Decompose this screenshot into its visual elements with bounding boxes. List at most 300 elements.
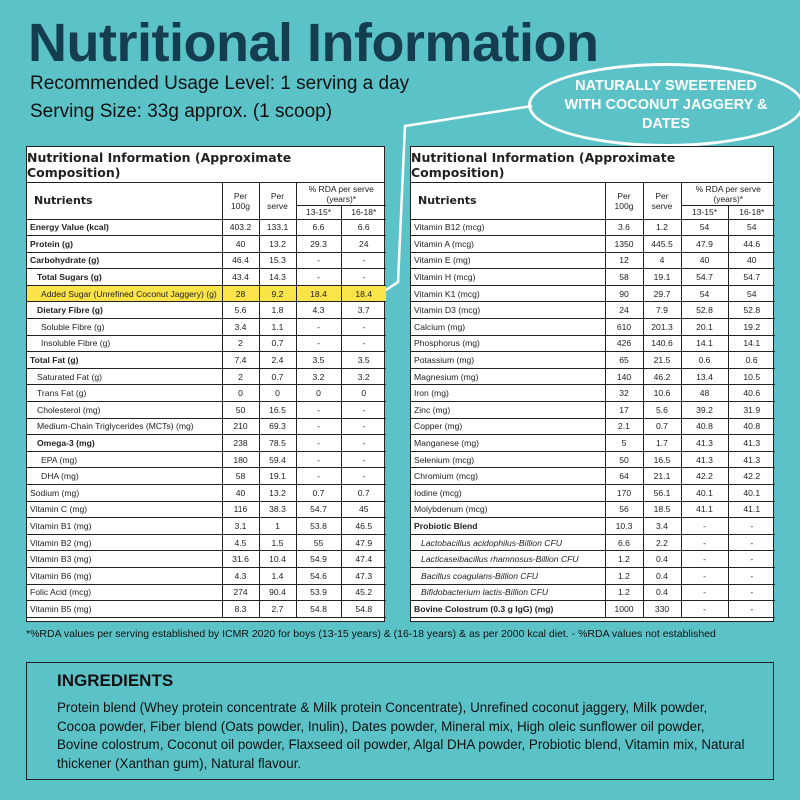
nutrition-table-right [410,146,774,622]
perserve-header: Per serve [643,183,681,219]
rda-16-18-value: 24 [341,236,386,253]
per-serve-value: 445.5 [643,236,681,253]
table-row [411,285,775,302]
nutrient-name: Sodium (mg) [27,485,222,502]
page-title: Nutritional Information [28,13,599,73]
per-serve-value: 78.5 [259,435,296,452]
per-100g-value: 2.1 [605,418,643,435]
age1-header: 13-15* [296,205,341,219]
rda-16-18-value: - [728,584,775,601]
table-row [411,451,775,468]
nutrient-name: Zinc (mg) [411,402,605,419]
per-serve-value: 133.1 [259,219,296,236]
nutrition-table-left [26,146,385,622]
per-serve-value: 2.4 [259,352,296,369]
per-100g-value: 65 [605,352,643,369]
nutrient-name: Bacillus coagulans-Billion CFU [411,567,605,584]
per-serve-value: 1.8 [259,302,296,319]
table-row [27,451,386,468]
per100-header: Per 100g [605,183,643,219]
rda-13-15-value: 54 [681,285,728,302]
rda-16-18-value: 45.2 [341,584,386,601]
age2-header: 16-18* [728,205,775,219]
rda-13-15-value: - [681,518,728,535]
per-serve-value: 13.2 [259,236,296,253]
nutrient-name: Added Sugar (Unrefined Coconut Jaggery) (g) [27,285,222,302]
rda-16-18-value: 54.7 [728,269,775,286]
table-row [27,501,386,518]
table-row [27,302,386,319]
rda-16-18-value: - [728,518,775,535]
nutrient-name: Selenium (mcg) [411,451,605,468]
nutrient-name: Total Sugars (g) [27,269,222,286]
per-serve-value: 1.4 [259,567,296,584]
nutrient-name: EPA (mg) [27,451,222,468]
per-serve-value: 46.2 [643,368,681,385]
table-row [27,402,386,419]
rda-13-15-value: 39.2 [681,402,728,419]
per-100g-value: 7.4 [222,352,259,369]
per-serve-value: 0 [259,385,296,402]
rda-16-18-value: 10.5 [728,368,775,385]
per-100g-value: 64 [605,468,643,485]
per-100g-value: 5 [605,435,643,452]
rda-16-18-value: 52.8 [728,302,775,319]
rda-13-15-value: 14.1 [681,335,728,352]
nutrient-name: Lacticaseibacillus rhamnosus-Billion CFU [411,551,605,568]
rda-13-15-value: 41.3 [681,435,728,452]
per-100g-value: 32 [605,385,643,402]
table-row [411,335,775,352]
nutrient-name: Vitamin D3 (mcg) [411,302,605,319]
per-100g-value: 50 [222,402,259,419]
table-row [411,518,775,535]
rda-13-15-value: 54.9 [296,551,341,568]
table-row [27,385,386,402]
rda-16-18-value: 47.9 [341,534,386,551]
per-100g-value: 5.6 [222,302,259,319]
rda-16-18-value: 54 [728,285,775,302]
rda-16-18-value: - [728,601,775,618]
table-row [27,219,386,236]
table-row [27,435,386,452]
table-row [411,385,775,402]
rda-13-15-value: - [681,551,728,568]
table-row [411,368,775,385]
rda-16-18-value: 31.9 [728,402,775,419]
nutrient-rows-right [411,219,775,617]
rda-16-18-value: 19.2 [728,319,775,336]
table-row [411,551,775,568]
table-row [27,335,386,352]
rda-13-15-value: - [296,335,341,352]
nutrient-name: Vitamin E (mg) [411,252,605,269]
rda-13-15-value: 53.9 [296,584,341,601]
table-row [27,418,386,435]
table-row [411,302,775,319]
rda-16-18-value: 41.1 [728,501,775,518]
rda-13-15-value: 54.7 [681,269,728,286]
rda-header: % RDA per serve (years)* [296,183,386,205]
table-row [27,252,386,269]
ingredients-text: Protein blend (Whey protein concentrate & Milk protein Concentrate), Unrefined coconut jaggery, Milk powder, Cocoa powder, Fiber blend (Oats powder, Inulin), Dates powder, Mineral mix, High oleic sunflower oil powder, Bovine colostrum, Coconut oil powder, Flaxseed oil powder, Algal DHA powder, Probiotic blend, Vitamin mix, Natural thickener (Xanthan gum), Natural flavour. [57,700,745,771]
table-row [411,584,775,601]
per-100g-value: 40 [222,485,259,502]
per-100g-value: 3.1 [222,518,259,535]
per-100g-value: 2 [222,335,259,352]
nutrient-name: Vitamin B3 (mg) [27,551,222,568]
nutrient-name: Insoluble Fibre (g) [27,335,222,352]
rda-16-18-value: 42.2 [728,468,775,485]
table-row [411,601,775,618]
per-serve-value: 1 [259,518,296,535]
table-row [411,567,775,584]
per-100g-value: 43.4 [222,269,259,286]
rda-16-18-value: 18.4 [341,285,386,302]
per-serve-value: 1.2 [643,219,681,236]
rda-16-18-value: 0.7 [341,485,386,502]
nutrient-name: Lactobacillus acidophilus-Billion CFU [411,534,605,551]
rda-16-18-value: 40.8 [728,418,775,435]
per-serve-value: 90.4 [259,584,296,601]
rda-13-15-value: - [296,435,341,452]
usage-level: Recommended Usage Level: 1 serving a day [30,73,410,94]
perserve-header: Per serve [259,183,296,219]
table-row [411,468,775,485]
per-100g-value: 12 [605,252,643,269]
rda-13-15-value: 54.8 [296,601,341,618]
per-100g-value: 1.2 [605,584,643,601]
per-serve-value: 15.3 [259,252,296,269]
table-title: Nutritional Information (Approximate Composition) [27,147,384,183]
nutrient-name: Vitamin B5 (mg) [27,601,222,618]
rda-16-18-value: - [341,468,386,485]
rda-13-15-value: - [296,269,341,286]
rda-13-15-value: 40 [681,252,728,269]
per-serve-value: 201.3 [643,319,681,336]
per-100g-value: 116 [222,501,259,518]
per-serve-value: 0.7 [259,335,296,352]
nutrient-name: Folic Acid (mcg) [27,584,222,601]
per-100g-value: 1.2 [605,567,643,584]
rda-13-15-value: 0 [296,385,341,402]
table-row [27,601,386,618]
nutrient-name: Protein (g) [27,236,222,253]
nutrient-name: DHA (mg) [27,468,222,485]
rda-13-15-value: - [296,418,341,435]
nutrients-header: Nutrients [411,183,605,219]
per100-header: Per 100g [222,183,259,219]
per-serve-value: 0.4 [643,584,681,601]
nutrient-name: Phosphorus (mg) [411,335,605,352]
per-serve-value: 16.5 [259,402,296,419]
per-100g-value: 40 [222,236,259,253]
per-serve-value: 29.7 [643,285,681,302]
nutrient-name: Trans Fat (g) [27,385,222,402]
per-serve-value: 38.3 [259,501,296,518]
rda-16-18-value: 14.1 [728,335,775,352]
table-row [27,518,386,535]
per-serve-value: 2.7 [259,601,296,618]
rda-16-18-value: 47.3 [341,567,386,584]
nutrient-name: Vitamin C (mg) [27,501,222,518]
table-row [27,368,386,385]
sweetener-badge [528,63,800,147]
rda-16-18-value: - [341,435,386,452]
rda-13-15-value: 54 [681,219,728,236]
nutrient-name: Manganese (mg) [411,435,605,452]
rda-13-15-value: - [296,252,341,269]
nutrient-name: Vitamin K1 (mcg) [411,285,605,302]
rda-13-15-value: 6.6 [296,219,341,236]
nutrient-name: Vitamin B12 (mcg) [411,219,605,236]
rda-16-18-value: 40.1 [728,485,775,502]
nutrient-name: Vitamin B2 (mg) [27,534,222,551]
table-row [27,534,386,551]
table-row [411,534,775,551]
nutrient-name: Copper (mg) [411,418,605,435]
rda-13-15-value: 0.6 [681,352,728,369]
per-100g-value: 3.6 [605,219,643,236]
per-serve-value: 330 [643,601,681,618]
rda-13-15-value: - [681,534,728,551]
per-serve-value: 16.5 [643,451,681,468]
per-100g-value: 610 [605,319,643,336]
rda-16-18-value: 3.7 [341,302,386,319]
rda-16-18-value: - [728,534,775,551]
table-row [27,567,386,584]
table-row [411,219,775,236]
per-serve-value: 0.4 [643,567,681,584]
per-100g-value: 1000 [605,601,643,618]
nutrient-name: Vitamin H (mcg) [411,269,605,286]
rda-13-15-value: - [681,601,728,618]
rda-16-18-value: - [341,402,386,419]
nutrient-name: Energy Value (kcal) [27,219,222,236]
nutrient-name: Chromium (mcg) [411,468,605,485]
rda-16-18-value: - [341,319,386,336]
per-100g-value: 4.5 [222,534,259,551]
per-100g-value: 274 [222,584,259,601]
age1-header: 13-15* [681,205,728,219]
table-row [27,551,386,568]
per-serve-value: 10.6 [643,385,681,402]
rda-13-15-value: - [681,567,728,584]
table-row [411,236,775,253]
nutrient-name: Carbohydrate (g) [27,252,222,269]
table-row [411,485,775,502]
table-title: Nutritional Information (Approximate Composition) [411,147,773,183]
nutrient-rows-left [27,219,386,617]
nutrient-name: Cholesterol (mg) [27,402,222,419]
per-serve-value: 59.4 [259,451,296,468]
per-100g-value: 210 [222,418,259,435]
per-serve-value: 19.1 [643,269,681,286]
nutrient-name: Potassium (mg) [411,352,605,369]
table-row [27,269,386,286]
age2-header: 16-18* [341,205,386,219]
per-serve-value: 69.3 [259,418,296,435]
nutrient-name: Dietary Fibre (g) [27,302,222,319]
rda-13-15-value: 20.1 [681,319,728,336]
per-100g-value: 2 [222,368,259,385]
per-100g-value: 170 [605,485,643,502]
table-row [411,402,775,419]
per-serve-value: 18.5 [643,501,681,518]
per-100g-value: 28 [222,285,259,302]
table-row [27,236,386,253]
per-100g-value: 1350 [605,236,643,253]
rda-13-15-value: 40.1 [681,485,728,502]
nutrient-name: Probiotic Blend [411,518,605,535]
rda-16-18-value: 41.3 [728,451,775,468]
nutrient-name: Vitamin A (mcg) [411,236,605,253]
rda-13-15-value: 55 [296,534,341,551]
per-serve-value: 0.4 [643,551,681,568]
table-row [411,435,775,452]
rda-13-15-value: 0.7 [296,485,341,502]
rda-16-18-value: 54 [728,219,775,236]
table-row [411,319,775,336]
per-100g-value: 180 [222,451,259,468]
nutrients-header: Nutrients [27,183,222,219]
rda-16-18-value: - [341,252,386,269]
rda-13-15-value: - [296,451,341,468]
rda-13-15-value: - [681,584,728,601]
per-serve-value: 1.1 [259,319,296,336]
rda-13-15-value: 3.2 [296,368,341,385]
rda-13-15-value: 18.4 [296,285,341,302]
per-serve-value: 0.7 [643,418,681,435]
rda-16-18-value: - [728,551,775,568]
rda-16-18-value: 6.6 [341,219,386,236]
per-serve-value: 1.7 [643,435,681,452]
rda-16-18-value: - [728,567,775,584]
per-100g-value: 140 [605,368,643,385]
per-100g-value: 3.4 [222,319,259,336]
per-100g-value: 1.2 [605,551,643,568]
per-serve-value: 21.5 [643,352,681,369]
nutrient-name: Total Fat (g) [27,352,222,369]
per-serve-value: 14.3 [259,269,296,286]
per-100g-value: 50 [605,451,643,468]
nutrient-name: Omega-3 (mg) [27,435,222,452]
per-100g-value: 6.6 [605,534,643,551]
rda-16-18-value: 44.6 [728,236,775,253]
rda-13-15-value: - [296,319,341,336]
per-serve-value: 5.6 [643,402,681,419]
per-serve-value: 19.1 [259,468,296,485]
rda-footnote: *%RDA values per serving established by ICMR 2020 for boys (13-15 years) & (16-18 years) & as per 2000 kcal diet. - %RDA values not established [26,628,716,640]
rda-16-18-value: 0 [341,385,386,402]
per-100g-value: 46.4 [222,252,259,269]
nutrient-name: Molybdenum (mcg) [411,501,605,518]
per-100g-value: 24 [605,302,643,319]
rda-13-15-value: 48 [681,385,728,402]
per-serve-value: 13.2 [259,485,296,502]
nutrient-name: Calcium (mg) [411,319,605,336]
rda-16-18-value: 45 [341,501,386,518]
rda-13-15-value: 4.3 [296,302,341,319]
rda-16-18-value: 47.4 [341,551,386,568]
rda-16-18-value: 40.6 [728,385,775,402]
rda-13-15-value: 41.1 [681,501,728,518]
rda-16-18-value: - [341,335,386,352]
rda-13-15-value: 54.6 [296,567,341,584]
per-100g-value: 426 [605,335,643,352]
nutrient-name: Soluble Fibre (g) [27,319,222,336]
rda-13-15-value: 40.8 [681,418,728,435]
per-100g-value: 58 [605,269,643,286]
nutrient-name: Magnesium (mg) [411,368,605,385]
table-row [27,468,386,485]
per-serve-value: 21.1 [643,468,681,485]
nutrient-name: Medium-Chain Triglycerides (MCTs) (mg) [27,418,222,435]
rda-16-18-value: 3.5 [341,352,386,369]
table-row [411,501,775,518]
rda-13-15-value: 29.3 [296,236,341,253]
per-serve-value: 56.1 [643,485,681,502]
nutrient-name: Bovine Colostrum (0.3 g IgG) (mg) [411,601,605,618]
badge-text: NATURALLY SWEETENED WITH COCONUT JAGGERY & DATES [564,77,768,132]
per-100g-value: 403.2 [222,219,259,236]
per-100g-value: 56 [605,501,643,518]
per-serve-value: 0.7 [259,368,296,385]
per-serve-value: 1.5 [259,534,296,551]
per-serve-value: 9.2 [259,285,296,302]
rda-13-15-value: 53.8 [296,518,341,535]
per-100g-value: 90 [605,285,643,302]
table-row [27,285,386,302]
nutrient-name: Iodine (mcg) [411,485,605,502]
per-serve-value: 10.4 [259,551,296,568]
per-100g-value: 31.6 [222,551,259,568]
rda-16-18-value: - [341,269,386,286]
rda-13-15-value: - [296,468,341,485]
rda-16-18-value: - [341,418,386,435]
rda-16-18-value: 3.2 [341,368,386,385]
per-serve-value: 3.4 [643,518,681,535]
rda-16-18-value: 54.8 [341,601,386,618]
serving-size: Serving Size: 33g approx. (1 scoop) [30,101,333,122]
per-serve-value: 140.6 [643,335,681,352]
rda-13-15-value: 13.4 [681,368,728,385]
table-row [411,352,775,369]
rda-16-18-value: 46.5 [341,518,386,535]
rda-16-18-value: 40 [728,252,775,269]
rda-13-15-value: 42.2 [681,468,728,485]
per-serve-value: 7.9 [643,302,681,319]
rda-16-18-value: 41.3 [728,435,775,452]
per-100g-value: 58 [222,468,259,485]
nutrient-name: Iron (mg) [411,385,605,402]
per-100g-value: 238 [222,435,259,452]
rda-13-15-value: 47.9 [681,236,728,253]
rda-13-15-value: 41.3 [681,451,728,468]
ingredients-heading: INGREDIENTS [57,671,174,690]
rda-16-18-value: 0.6 [728,352,775,369]
table-row [27,584,386,601]
rda-13-15-value: 3.5 [296,352,341,369]
table-row [27,319,386,336]
rda-13-15-value: - [296,402,341,419]
per-100g-value: 4.3 [222,567,259,584]
rda-header: % RDA per serve (years)* [681,183,775,205]
per-serve-value: 2.2 [643,534,681,551]
nutrient-name: Vitamin B1 (mg) [27,518,222,535]
per-100g-value: 0 [222,385,259,402]
nutrient-name: Bifidobacterium lactis-Billion CFU [411,584,605,601]
